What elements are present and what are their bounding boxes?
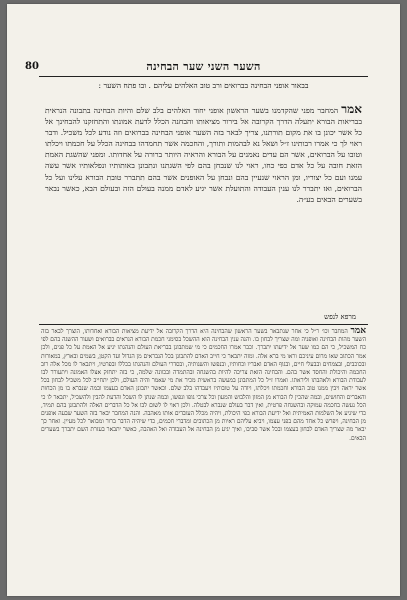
main-paragraph [45,104,362,205]
page-number: 80 [25,61,39,72]
chapter-subtitle: בבאור אופני הבחינה בברואים ורב טוב האלהים עליהם . ובו פתח השער : [98,81,309,90]
main-initial-word: אמר [341,102,362,116]
header-rule [39,76,368,77]
book-page [7,4,400,596]
section-label: מרפא לנפש [324,313,356,321]
main-paragraph-text: המחבר מפני שהקדמנו בשער הראשון אופני יחוד האלהים בלב שלם והיות הבחינה בתבונה הנראית בבריאות הבורא יתעלה הדרך הקרובה אל בירור מציאותו והבחנה הכלל לדעת אמונתו והתחזקנו להבחינך אל כל אשר יכונן בו את מקום תורתנו, צריך לבאר בזה השער אופני הבחינה בברואים וזה נודע לכל משכיל. ודבר ראוי לך כי אמרו רבותינו ז״ל ושאל נא לבהמות ותורך, והחכמה אשר תחמדהו בבחינה הכלל על חכמתו ויכלתו וטובו על הברואים, אשר הם עדים נאמנים על הבורא והראיה היותר ברורה על אחדותו. ומפני שהשגת האמת הזאת חובה על כל אדם כפי כחו, ראוי לנו שנבחן בהם לפי השגתנו ונתבונן באותותיו ונפלאותיו אשר עשה עמנו ועם כל יצוריו, ומן הראוי שנעיין בהם ונבחן על האופנים אשר בהם תתברר טובת הבורא עלינו ועל כל הברואים, ואז יתברר לנו ענין העבודה והתועלת אשר יגיע לאדם ממנה בעולם הזה ובעולם הבא, כאשר נבאר בשערים הבאים בע״ה. [45,106,362,204]
commentary-initial-word: אמר [350,326,366,336]
commentary-block [41,327,366,443]
running-head: השער השני שער הבחינה [146,60,261,73]
commentary-text: המחבר וכו׳ ר״ל כי אחר שנתבאר בשער הראשון שהבחינה היא הדרך הקרובה אל ידיעת מציאות הבורא ואחדותו, הוצרך לבאר בזה השער מהות הבחינה ואופניה ומה שצריך לבחון בו. והנה ענין הבחינה הוא ההשכל בסימני חכמת הבורא הנראים בברואים ושעור ההשגה בהם לפי כח המשכיל, כי הם כמו שער אל ידיעתו יתברך. וכבר אמרו החכמים כי מי שמתבונן בבריאת העולם והנהגתו יגיע אל האמת על כל פנים, ולכן אמר הכתוב שאו מרום עיניכם וראו מי ברא אלה. ומזה יתבאר כי חייב האדם להתבונן בכל הנבראים מן הגדול ועד הקטן, בשמים ובארץ, במאורות ובכוכבים, ובצמחים ובבעלי חיים, ובגוף האדם ואבריו וכחותיו, ובנפשו והשגותיה, ובסדרי העולם והנהגתו בכללו ובפרטיו, ויתבאר לו מכל אלה רוב החכמה והיכולת והחסד אשר בהם. והבחינה הזאת צריכה להיות בהשגחה ובהתמדה ובכוונה שלמה, כי בזה יתחזק אצלו האמונה ויתעורר לבו לעבודת הבורא ולאהבתו וליראתו. ואמרו ז״ל כל המתבונן במעשה בראשית מכיר את מי שאמר והיה העולם, ולכן יתחייב לכל משכיל לבחון בכל אשר יראה ויבין ממנו טוב הבורא וחכמתו ויכלתו, ויודה על טובותיו ויעבדהו בלב שלם. וכאשר יתבונן האדם בעצמו ובמה שנברא בו מן הכחות והאברים והחושים, ובמה שהכין לו הבורא מן המזון והלבוש והמעון וכל צרכי גופו ונפשו, ובמה שנתן לו השכל והדעת להבין ולהשכיל, יתבאר לו כי הכל נעשה בחכמה עמוקה ובהשגחה פרטית, ואין דבר בעולם שנברא לבטלה. ולכן ראוי לו לשום לבו אל כל הדברים האלה ולהתבונן בהם תמיד, כדי שיגיע אל השלמות האמיתית ואל ידיעת הבורא כפי היכולת, ויהיה מכלל העובדים אותו מאהבה. והנה המחבר יבאר בזה השער שבעה אופנים מן הבחינה, ויפרש כל אחד מהם בפני עצמו, ויביא עליהם ראיות מן הכתובים ומדברי חכמים, כדי שיהיה הדבר ברור ומבואר לכל מעיין. ואחר כך יבאר מה שצריך האדם לבחון בעצמו ובכל אשר סביבו, ואיך יגיע מן הבחינה אל העבודה ואל האהבה, כאשר יתבאר בעזרת השם יתברך בשערים הבאים. [40,329,366,442]
commentary-rule [39,324,368,325]
